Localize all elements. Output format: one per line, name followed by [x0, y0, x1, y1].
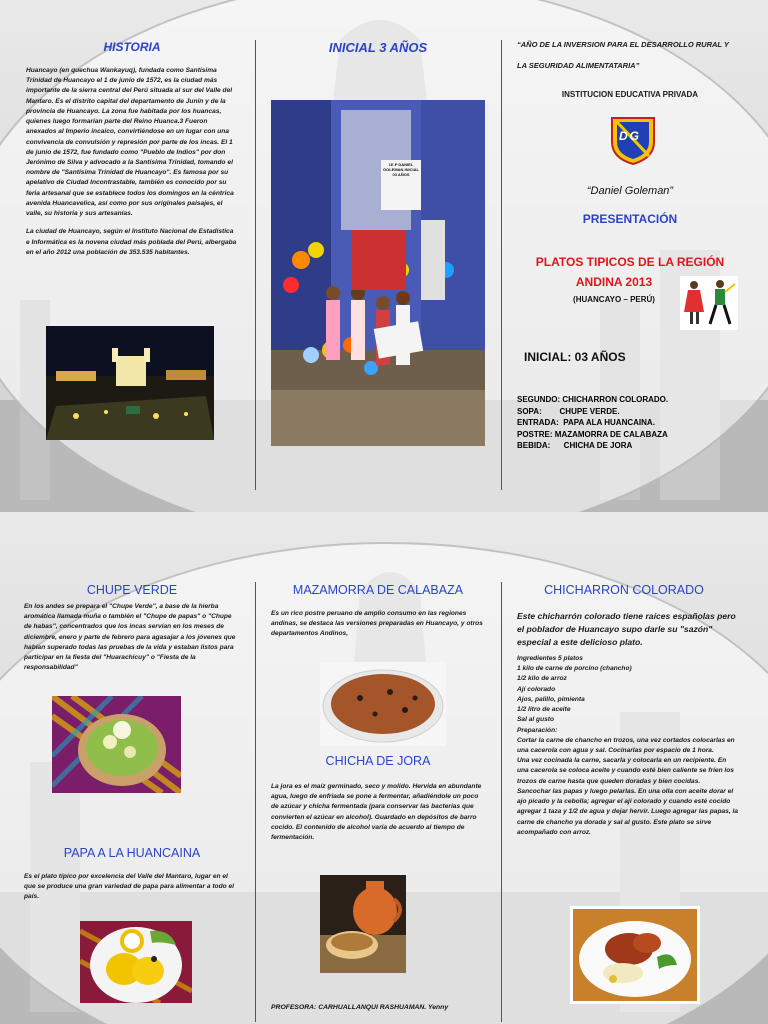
photo-banner-text: I.E.P DANIEL GOLEMAN INICIAL 03 AÑOS	[383, 162, 419, 178]
motto-line-1: “AÑO DE LA INVERSION PARA EL DESARROLLO RURAL Y	[517, 40, 729, 49]
menu-item: ENTRADA: PAPA ALA HUANCAINA.	[517, 418, 655, 428]
chupe-text: En los andes se prepara el "Chupe Verde", a base de la hierba aromática llamada muña o también el "Chupe de papas" o "Chupe de habas", concentrados que los incas servían en los meses de diciembre, enero y parte de febrero para agasajar a los jóvenes que habían superado todas las pruebas de la vida y estaban listos para participar en la fiesta del "Huarachicuy" o "Fiesta de la responsabilidad"	[24, 603, 236, 672]
huancayo-night-photo	[46, 326, 214, 440]
presentation-title: PRESENTACIÓN	[582, 212, 678, 226]
dancers-illustration	[680, 276, 738, 330]
recipe-line: Sancochar las papas y luego pelarlas. En una olla con aceite dorar el ajo picado y la cebolla; agregar el ají colorado y cuando esté cocido agregar 1 taza y 1/2 de agua y dejar hervir. Luego agregar las papas, la carne de chancho ya dorada y sal al gusto. Este plato se sirve acompañado con arroz.	[517, 787, 738, 836]
recipe-line: Sal al gusto	[517, 716, 555, 724]
papa-huancaina-photo	[80, 921, 192, 1003]
recipe-line: Una vez cocinada la carne, sacarla y colocarla en un recipiente. En una cacerola se coloca aceite y cuando esté bien caliente se fríen los trozos de carne hasta que queden doradas y bien cocidas.	[517, 757, 734, 785]
motto-line-2: LA SEGURIDAD ALIMENTATARIA”	[517, 61, 640, 70]
inicial-age-label: INICIAL: 03 AÑOS	[524, 350, 626, 364]
mazamorra-title: MAZAMORRA DE CALABAZA	[292, 583, 464, 597]
menu-item: BEBIDA: CHICHA DE JORA	[517, 441, 633, 451]
panel-divider	[501, 40, 502, 490]
mazamorra-text: Es un rico postre peruano de amplio consumo en las regiones andinas, se destaca las versiones preparadas en Huancayo, y otros departamentos Andinos,	[271, 610, 483, 638]
menu-item: SEGUNDO: CHICHARRON COLORADO.	[517, 395, 669, 404]
brochure-inside	[0, 512, 768, 1024]
menu-item: POSTRE: MAZAMORRA DE CALABAZA	[517, 429, 668, 439]
historia-paragraph-1: Huancayo (en quechua Wankayuq), fundada como Santísima Trinidad de Huancayo el 1 de junio de 1572, es la ciudad más importante de la sierra central del Perú situada al sur del Valle del Mantaro. Es el distrito capital del departamento de Junín y de la provincia de Huancayo. La zona fue habitada por los huancas, quienes luego formarían parte del Reino Huanca.3 Fueron anexados al Imperio incaico, convirtiéndose en un lugar con una convivencia de convulsión y represión por parte de los incas. El 1 de junio de 1572, fue fundado como "Pueblo de Indios" por don Jerónimo de Silva y advocado a la Santísima Trinidad, tomando el nombre de "Santísima Trinidad de Huancayo". Es famosa por su apelativo de Ciudad Incontrastable, también es conocido por su feria artesanal que se establece todos los domingos en la céntrica avenida Huancavelica, así como por sus originales paisajes, el valle, su historia y sus artesanías.	[26, 67, 234, 218]
chicha-title: CHICHA DE JORA	[325, 754, 431, 768]
recipe-line: 1/2 litro de aceite	[517, 706, 571, 714]
recipe-line: 1 kilo de carne de porcino (chancho)	[517, 665, 632, 673]
recipe-line: Cortar la carne de chancho en trozos, una vez cortados colocarlas en una cacerola con agua y sal. Cocinarlas por espacio de 1 hora.	[517, 736, 735, 754]
mazamorra-photo	[320, 662, 446, 746]
chicha-jora-photo	[320, 875, 406, 973]
location-label: (HUANCAYO – PERÚ)	[573, 295, 655, 304]
panel-divider	[255, 582, 256, 1022]
platos-title-line-2: ANDINA 2013	[575, 275, 653, 289]
historia-panel	[26, 40, 238, 258]
chicharron-title: CHICHARRON COLORADO	[544, 583, 704, 597]
chicharron-recipe	[517, 654, 739, 838]
menu-item: SOPA: CHUPE VERDE.	[517, 406, 620, 416]
panel-divider	[255, 40, 256, 490]
recipe-line: Preparación:	[517, 726, 558, 734]
recipe-line: Ingredientes 5 platos	[517, 655, 583, 662]
recipe-line: Ajos, palillo, pimienta	[517, 695, 585, 703]
logo-letters: DG	[619, 129, 641, 143]
inicial-title: INICIAL 3 AÑOS	[328, 40, 428, 55]
historia-paragraph-2: La ciudad de Huancayo, según el Instituto Nacional de Estadística e Informática es la novena ciudad más poblada del Perú, albergaba en el año 2012 una población de 353.535 habitantes.	[26, 228, 237, 256]
chupe-title: CHUPE VERDE	[86, 583, 178, 597]
institution-label: INSTITUCION EDUCATIVA PRIVADA	[561, 90, 699, 99]
historia-title: HISTORIA	[103, 40, 161, 54]
recipe-line: Ají colorado	[517, 685, 556, 693]
chupe-verde-photo	[52, 696, 181, 793]
menu-list	[517, 394, 743, 452]
chicharron-intro: Este chicharrón colorado tiene raíces españolas pero el poblador de Huancayo supo darle su "sazón" especial a este delicioso plato.	[517, 611, 736, 647]
panel-divider	[501, 582, 502, 1022]
recipe-line: 1/2 kilo de arroz	[517, 675, 567, 683]
children-group-photo	[271, 100, 485, 446]
school-name: “Daniel Goleman”	[586, 185, 674, 197]
chicharron-photo	[570, 906, 700, 1004]
chicha-text: La jora es el maíz germinado, seco y molido. Hervida en abundante agua, luego de enfriada se pone a fermentar, añadiéndole un poco de azúcar y chicha fermentada (para conservar las bacterias que convierten el azúcar en alcohol). Guardado en depósitos de barro cocido. El contenido de alcohol varía de acuerdo al tiempo de fermentación.	[271, 783, 482, 842]
papa-title: PAPA A LA HUANCAINA	[63, 846, 201, 860]
platos-title-line-1: PLATOS TIPICOS DE LA REGIÓN	[535, 255, 725, 269]
cover-panel	[517, 40, 743, 99]
school-shield-logo	[610, 116, 656, 166]
profesora-label: PROFESORA: CARHUALLANQUI RASHUAMAN. Yenny	[271, 1004, 449, 1011]
papa-text: Es el plato típico por excelencia del Valle del Mantaro, lugar en el que se produce una gran variedad de papa para alimentar a todo el país.	[24, 873, 234, 901]
